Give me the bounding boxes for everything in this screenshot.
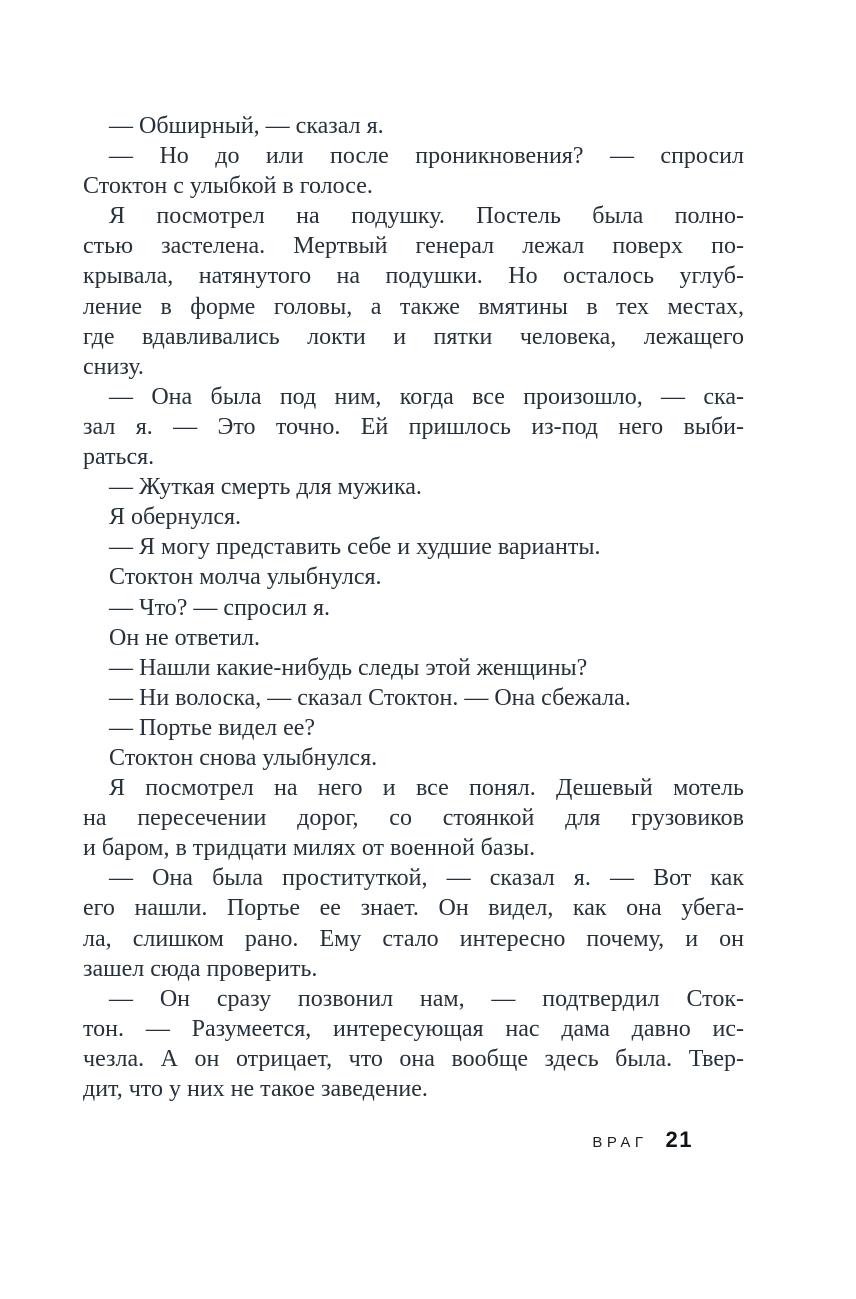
page-number: 21	[665, 1127, 693, 1152]
paragraph	[83, 743, 744, 773]
text-line: — Что? — спросил я.	[109, 594, 331, 621]
text-line: раться.	[83, 444, 155, 471]
text-line: ление в форме головы, а также вмятины в тех местах,	[83, 293, 744, 320]
text-line: — Он сразу позвонил нам, — подтвердил Сток-	[109, 985, 744, 1012]
text-line: Я посмотрел на подушку. Постель была полно-	[109, 203, 744, 230]
paragraph	[83, 984, 744, 1104]
paragraph	[83, 141, 744, 201]
paragraph	[83, 683, 744, 713]
text-line: его нашли. Портье ее знает. Он видел, как она убега-	[83, 895, 744, 922]
text-line: где вдавливались локти и пятки человека, лежащего	[83, 323, 744, 350]
text-line: — Она была под ним, когда все произошло, — ска-	[109, 383, 744, 410]
paragraph	[83, 532, 744, 562]
text-line: крывала, натянутого на подушки. Но осталось углуб-	[83, 263, 744, 290]
text-line: — Но до или после проникновения? — спросил	[109, 143, 744, 170]
text-line: снизу.	[83, 353, 144, 380]
text-line: Стоктон с улыбкой в голосе.	[83, 173, 373, 200]
paragraph	[83, 593, 744, 623]
text-line: дит, что у них не такое заведение.	[83, 1076, 428, 1102]
text-line: Я обернулся.	[109, 504, 242, 531]
text-line: и баром, в тридцати милях от военной базы.	[83, 835, 536, 862]
paragraph	[83, 382, 744, 472]
text-line: — Нашли какие-нибудь следы этой женщины?	[109, 654, 588, 681]
paragraph	[83, 562, 744, 592]
paragraph	[83, 623, 744, 653]
paragraph	[83, 653, 744, 683]
text-line: чезла. А он отрицает, что она вообще здесь была. Твер-	[83, 1045, 744, 1072]
paragraph	[83, 502, 744, 532]
text-line: зал я. — Это точно. Ей пришлось из-под него выби-	[83, 413, 744, 440]
paragraph	[83, 773, 744, 863]
text-line: Стоктон молча улыбнулся.	[109, 564, 382, 591]
text-line: — Она была проституткой, — сказал я. — Вот как	[109, 865, 744, 892]
text-line: — Портье видел ее?	[109, 714, 316, 741]
text-line: — Я могу представить себе и худшие варианты.	[109, 534, 601, 561]
text-line: стью застелена. Мертвый генерал лежал поверх по-	[83, 233, 744, 260]
paragraph	[83, 201, 744, 382]
text-line: Он не ответил.	[109, 624, 260, 651]
text-line: — Обширный, — сказал я.	[109, 113, 384, 139]
page-footer	[592, 1127, 693, 1153]
text-line: ла, слишком рано. Ему стало интересно почему, и он	[83, 925, 744, 952]
paragraph	[83, 863, 744, 983]
body-text	[83, 111, 744, 1104]
text-line: Я посмотрел на него и все понял. Дешевый мотель	[109, 775, 744, 802]
text-line: тон. — Разумеется, интересующая нас дама давно ис-	[83, 1015, 744, 1042]
text-line: на пересечении дорог, со стоянкой для грузовиков	[83, 805, 744, 832]
text-line: — Ни волоска, — сказал Стоктон. — Она сбежала.	[109, 684, 631, 711]
paragraph	[83, 713, 744, 743]
paragraph	[83, 111, 744, 141]
text-line: зашел сюда проверить.	[83, 955, 318, 982]
running-title: ВРАГ	[592, 1134, 648, 1151]
text-line: Стоктон снова улыбнулся.	[109, 744, 378, 771]
text-line: — Жуткая смерть для мужика.	[109, 474, 422, 501]
paragraph	[83, 472, 744, 502]
